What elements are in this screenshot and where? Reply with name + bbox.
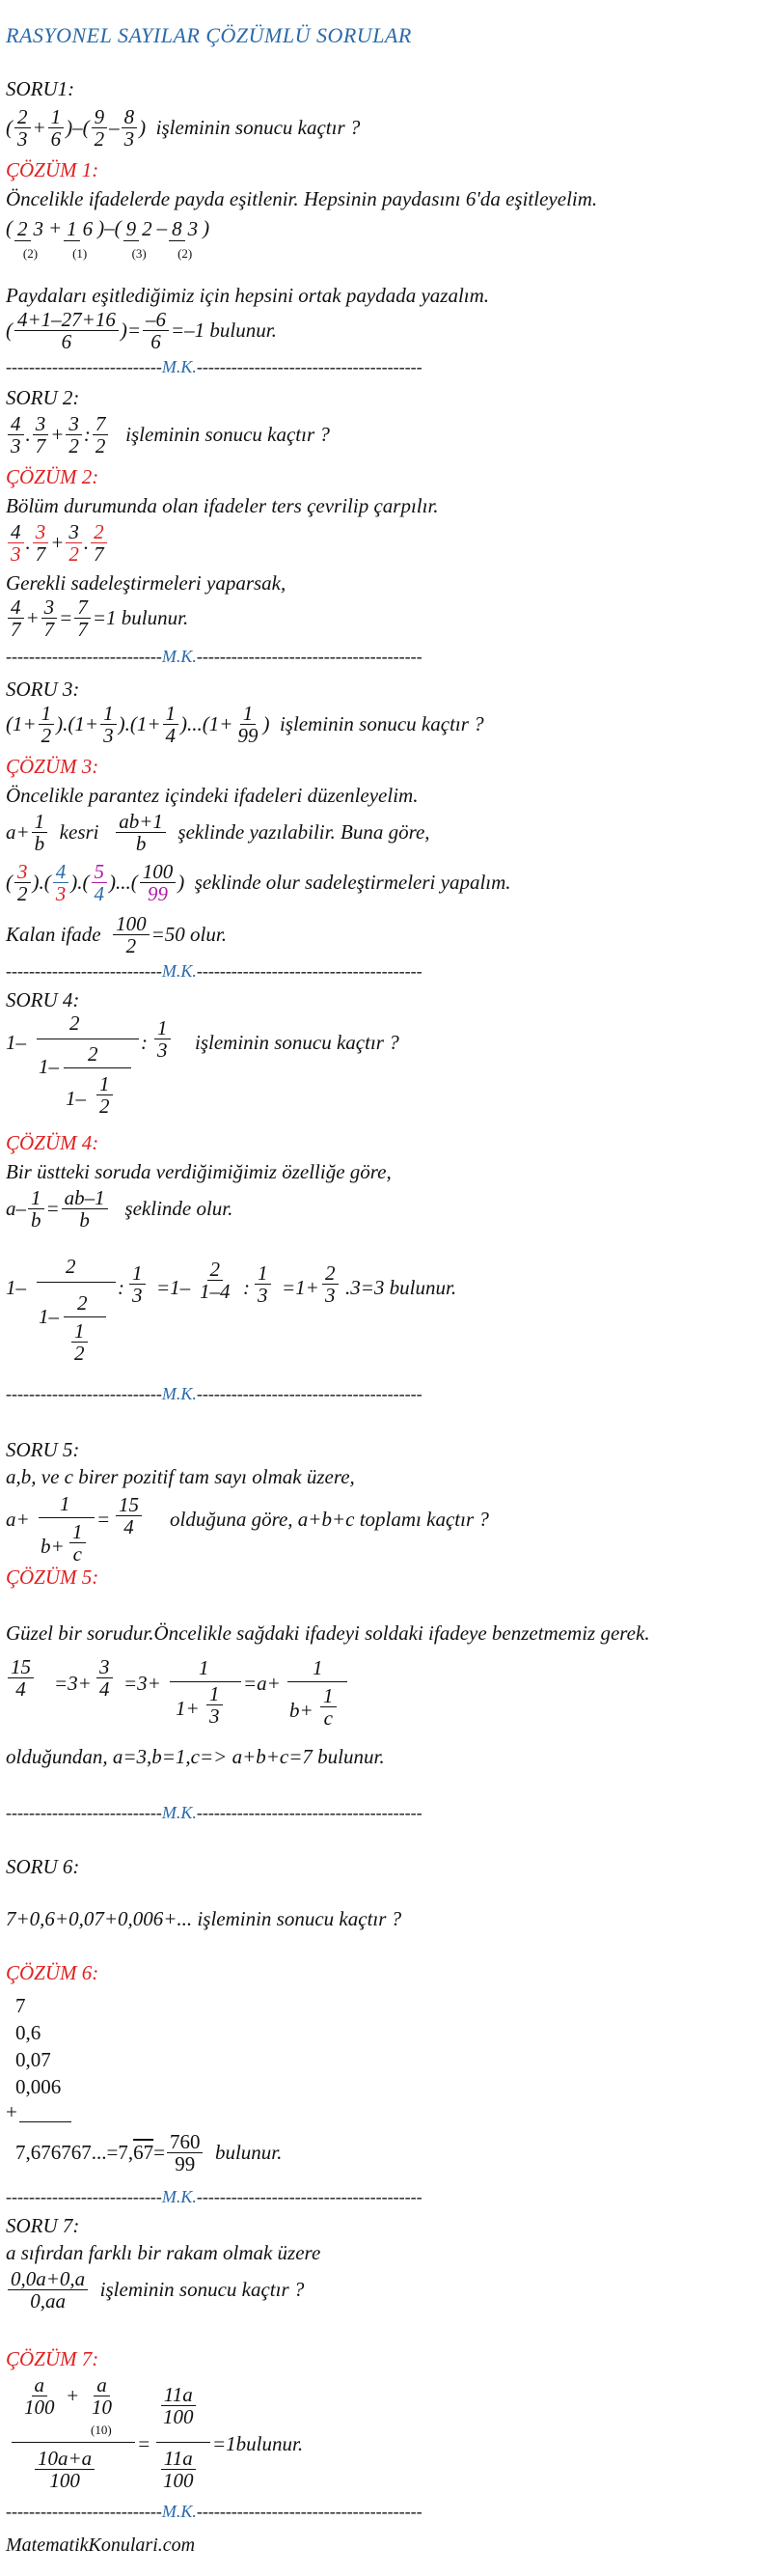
q2-text: işleminin sonucu kaçtır ?: [125, 422, 330, 446]
q4-label: SORU 4:: [6, 988, 80, 1011]
q3-seklinde: şeklinde yazılabilir. Buna göre,: [177, 819, 430, 844]
q4-identity: a– $\frac{1}{b}$ = $\frac{ab-1}{b}$ şeklinde olur.: [6, 1186, 233, 1233]
q1-result-text: =–1 bulunur.: [171, 318, 277, 342]
q3-seklinde2: şeklinde olur sadeleştirmeleri yapalım.: [194, 870, 511, 894]
q1-expanded: ( 2 3 (2) + 1 6 (1) )–( 9 2 (3) – 8 3 (2) ): [6, 216, 210, 261]
q6-result: 7,676767...=7, 67 = $\frac{760}{99}$ bulunur.: [15, 2130, 283, 2176]
q6-sum-line: [19, 2121, 71, 2122]
q5-expression: a+ 1 b+ 1 c = 15 4 olduğuna göre, a+b+c toplamı kaçtır ?: [6, 1492, 489, 1566]
q5-text2: olduğuna göre, a+b+c toplamı kaçtır ?: [170, 1508, 489, 1531]
separator: ---------------------------M.K.---------------------------------------: [6, 357, 422, 376]
q7-solution-label: ÇÖZÜM 7:: [6, 2347, 99, 2370]
q3-identity: a+ $\frac{1}{b}$ kesri ab+1 b şeklinde yazılabilir. Buna göre,: [6, 810, 430, 856]
q1-result: ( 4+1–27+16 6 )= $\frac{-6}{6}$ =–1 bulunur.: [6, 308, 277, 354]
q6-text: 7+0,6+0,07+0,006+... işleminin sonucu kaçtır ?: [6, 1907, 402, 1930]
q1-solution-text: Öncelikle ifadelerde payda eşitlenir. Hepsinin paydasını 6'da eşitleyelim.: [6, 187, 598, 210]
q6-line-0: 7: [15, 1994, 26, 2017]
separator: ---------------------------M.K.---------------------------------------: [6, 647, 422, 666]
q5-derivation: 15 4 =3+ 3 4 =3+ 1 1+ 1 3 =a+ 1 b+ 1 c: [6, 1656, 681, 1730]
q6-plus: +: [6, 2100, 17, 2123]
q4-expression: 1– 2 1– 2 1– 1 2 : 1 3 işleminin sonucu kaçtır ?: [6, 1011, 399, 1119]
q2-label: SORU 2:: [6, 386, 80, 409]
q2-result: 4 7 + $\frac{3}{7}$ = $\frac{7}{7}$ =1 bulunur.: [6, 596, 188, 640]
q4-seklinde: şeklinde olur.: [124, 1196, 233, 1220]
q4-result-text: .3=3 bulunur.: [345, 1276, 457, 1299]
q4-text: işleminin sonucu kaçtır ?: [195, 1031, 399, 1054]
q1-solution-label: ÇÖZÜM 1:: [6, 158, 99, 181]
q2-expression: 4 3 . 3 7 + $\frac{3}{2}$ : 7 2 işleminin sonucu kaçtır ?: [6, 413, 330, 457]
q7-result-text: =1bulunur.: [212, 2432, 304, 2455]
q6-line-2: 0,07: [15, 2048, 51, 2071]
q3-result: Kalan ifade $\frac{100}{2}$ =50 olur.: [6, 912, 227, 958]
q3-kalan: Kalan ifade: [6, 922, 101, 946]
q3-label: SORU 3:: [6, 678, 80, 701]
q4-solution-text: Bir üstteki soruda verdiğimiğimiz özelliğe göre,: [6, 1160, 392, 1183]
separator: ---------------------------M.K.---------------------------------------: [6, 961, 422, 981]
q7-solution: a 100 + a 10 (10) 10a+a 100 = 11a 100 11a 100 =1bulunur.: [6, 2374, 681, 2490]
q3-expression: (1+ $\frac{1}{2}$ ).(1+ $\frac{1}{3}$ ).(1+ $\frac{1}{4}$ )...(1+ $\frac{1}{99}$ ) işleminin sonucu kaçtır ?: [6, 702, 484, 748]
q7-label: SORU 7:: [6, 2214, 80, 2237]
q2-solution-text: Bölüm durumunda olan ifadeler ters çevrilip çarpılır.: [6, 494, 439, 517]
q3-text: işleminin sonucu kaçtır ?: [279, 711, 484, 735]
q2-solution-label: ÇÖZÜM 2:: [6, 465, 99, 488]
q5-solution-text: Güzel bir sorudur.Öncelikle sağdaki ifadeyi soldaki ifadeye benzetmemiz gerek.: [6, 1621, 650, 1645]
q6-solution-label: ÇÖZÜM 6:: [6, 1961, 99, 1984]
q7-text1: a sıfırdan farklı bir rakam olmak üzere: [6, 2241, 321, 2264]
q6-label: SORU 6:: [6, 1855, 80, 1878]
q6-repeating: 67: [133, 2140, 154, 2164]
q1-line2: Paydaları eşitlediğimiz için hepsini ortak paydada yazalım.: [6, 284, 490, 307]
q5-solution-label: ÇÖZÜM 5:: [6, 1565, 99, 1589]
q3-product: ( 3 2 ).( 4 3 ).( 5 4 )...( 100 99 ) şeklinde olur sadeleştirmeleri yapalım.: [6, 860, 511, 906]
q3-result-text: =50 olur.: [150, 922, 227, 946]
q1-expression: ( 2 3 + $\frac{1}{6}$ )–( 9 2 – 8 3 ) işleminin sonucu kaçtır ?: [6, 105, 361, 152]
separator: ---------------------------M.K.---------------------------------------: [6, 2187, 422, 2206]
footer-site: MatematikKonulari.com: [6, 2534, 196, 2556]
q2-inverted: 4 3 . 3 7 + $\frac{3}{2}$ . 2 7: [6, 521, 109, 565]
separator: ---------------------------M.K.---------------------------------------: [6, 1384, 422, 1403]
q3-kesri: kesri: [59, 819, 99, 844]
page-title: RASYONEL SAYILAR ÇÖZÜMLÜ SORULAR: [6, 23, 412, 47]
q6-line-1: 0,6: [15, 2021, 41, 2044]
q3-solution-label: ÇÖZÜM 3:: [6, 755, 99, 778]
q4-result: 1– 2 1– 2 1 2 : 1 3 =1– 2 1–4 : 1 3 =1+ 2 3 .3=3 bulunur.: [6, 1255, 457, 1366]
q7-expression: 0,0a+0,a 0,aa işleminin sonucu kaçtır ?: [6, 2268, 304, 2312]
q2-line2: Gerekli sadeleştirmeleri yaparsak,: [6, 571, 286, 595]
q7-text2: işleminin sonucu kaçtır ?: [99, 2277, 305, 2301]
q6-result-text: bulunur.: [214, 2140, 283, 2164]
q2-result-text: =1 bulunur.: [92, 605, 189, 629]
q5-label: SORU 5:: [6, 1438, 80, 1461]
q5-text1: a,b, ve c birer pozitif tam sayı olmak üzere,: [6, 1465, 355, 1488]
q4-solution-label: ÇÖZÜM 4:: [6, 1131, 99, 1154]
q3-solution-text: Öncelikle parantez içindeki ifadeleri düzenleyelim.: [6, 784, 419, 807]
q1-text: işleminin sonucu kaçtır ?: [155, 115, 361, 139]
q1-label: SORU1:: [6, 77, 75, 100]
separator: ---------------------------M.K.---------------------------------------: [6, 2502, 422, 2521]
q6-sum: 7,676767...=7,: [15, 2140, 134, 2164]
q6-line-3: 0,006: [15, 2075, 62, 2098]
separator: ---------------------------M.K.---------------------------------------: [6, 1803, 422, 1822]
q5-result: olduğundan, a=3,b=1,c=> a+b+c=7 bulunur.: [6, 1745, 385, 1768]
